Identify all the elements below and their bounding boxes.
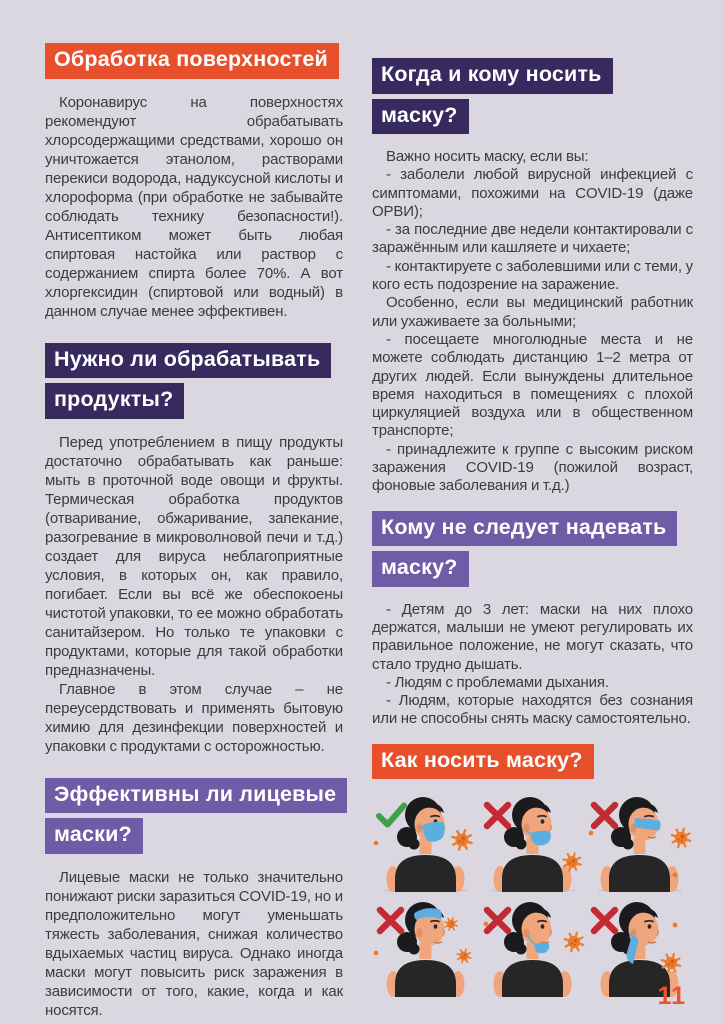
cross-icon xyxy=(594,910,615,931)
cross-icon xyxy=(487,805,508,826)
virus-icon xyxy=(457,949,470,962)
paragraph: - посещаете многолюдные места и не можете соблюдать дистанцию 1–2 метра от других людей. Если вынуждены длительное время находиться в помещениях с плохой циркуляцией воздуха или в общественном транспорте; xyxy=(372,330,693,440)
section-heading xyxy=(372,511,693,587)
mask-figure-cell xyxy=(479,793,586,892)
mask-usage-figure xyxy=(586,793,693,892)
virus-dot xyxy=(484,922,489,927)
section-heading xyxy=(45,778,343,854)
mask-figure-cell xyxy=(479,898,586,997)
heading-bar: Эффективны ли лицевые xyxy=(45,778,347,814)
heading-bar: Обработка поверхностей xyxy=(45,43,339,79)
virus-dot xyxy=(673,873,678,878)
virus-icon xyxy=(445,918,457,930)
paragraph: - Детям до 3 лет: маски на них плохо держатся, малыши не умеют регулировать их правильное положение, не могут сказать, что стало трудно дышать. xyxy=(372,600,693,673)
heading-bar: маски? xyxy=(45,818,143,854)
heading-bar: маску? xyxy=(372,551,469,587)
virus-icon xyxy=(565,933,583,951)
paragraph: Важно носить маску, если вы: xyxy=(386,148,589,165)
mask-figure-cell xyxy=(586,793,693,892)
mask-figure-cell xyxy=(372,793,479,892)
mask-usage-figure xyxy=(372,793,479,892)
section-when-to-wear xyxy=(372,58,693,496)
mask-usage-figure xyxy=(479,793,586,892)
left-column xyxy=(45,43,343,1020)
cross-icon xyxy=(594,805,615,826)
heading-bar: Как носить маску? xyxy=(372,744,594,780)
paragraph: Перед употреблением в пищу продукты достаточно обрабатывать как раньше: мыть в проточной воде овощи и фрукты. Термическая обработка продуктов (отваривание, обжаривание, запекание, разогревание в микроволновой печи и т.д.) создает для вируса неблагоприятные условия, в которых он, как правило, погибает. Если вы всё же обеспокоены чистотой упаковки, то ее можно обработать санитайзером. Но только те упаковки с продуктами, которые для такой обработки предназначены. xyxy=(45,433,343,679)
virus-dot xyxy=(673,923,678,928)
paragraph: Особенно, если вы медицинский работник или ухаживаете за больными; xyxy=(372,294,693,330)
section-heading xyxy=(45,43,343,79)
cross-icon xyxy=(380,910,401,931)
check-icon xyxy=(379,806,404,825)
paragraph: - Людям, которые находятся без сознания или не способны снять маску самостоятельно. xyxy=(372,692,693,728)
heading-bar: Нужно ли обрабатывать xyxy=(45,343,331,379)
heading-bar: маску? xyxy=(372,99,469,135)
cross-icon xyxy=(487,910,508,931)
section-heading xyxy=(45,343,343,419)
heading-bar: продукты? xyxy=(45,383,184,419)
virus-dot xyxy=(589,831,594,836)
section-masks-effective xyxy=(45,778,343,1020)
paragraph: Главное в этом случае – не переусердствовать и применять бытовую химию для дезинфекции поверхностей и упаковки с продуктами с осторожностью. xyxy=(45,680,343,755)
section-heading xyxy=(372,744,693,780)
mask-figure-cell xyxy=(372,898,479,997)
section-surface-treatment xyxy=(45,43,343,321)
page-number: 11 xyxy=(657,982,686,1010)
virus-dot xyxy=(374,841,379,846)
paragraph: - контактируете с заболевшими или с теми, у кого есть подозрение на заражение. xyxy=(372,257,693,294)
virus-icon xyxy=(672,829,690,847)
paragraph: - Людям с проблемами дыхания. xyxy=(386,673,609,691)
mask-usage-figure xyxy=(372,898,479,997)
paragraph: Коронавирус на поверхностях рекомендуют обрабатывать хлорсодержащими средствами, хорошо он уничтожается этанолом, растворами перекиси водорода, надуксусной кислоты и хлороформа (при обработке не забывайте соблюдать технику безопасности!). Антисептиком может быть любая спиртовая настойка или раствор с содержанием спирта более 70%. А вот хлоргексидин (спиртовой или водный) в данном случае менее эффективен. xyxy=(45,93,343,320)
paragraph: Лицевые маски не только значительно понижают риски заразиться COVID-19, но и предположительно могут уменьшать тяжесть заболевания, снижая количество вдыхаемых частиц вируса. Однако иногда маски могут повысить риск заражения в зависимости от того, какие, когда и как носятся. xyxy=(45,868,343,1019)
section-who-should-not-wear xyxy=(372,511,693,729)
virus-dot xyxy=(374,951,379,956)
paragraph: - за последние две недели контактировали с заражённым или кашляете и чихаете; xyxy=(372,221,693,257)
mask-figures-grid xyxy=(372,793,693,997)
section-treat-products xyxy=(45,343,343,756)
virus-icon xyxy=(452,831,471,850)
mask-usage-figure xyxy=(479,898,586,997)
section-how-to-wear xyxy=(372,744,693,998)
paragraph: - заболели любой вирусной инфекцией с симптомами, похожими на COVID-19 (даже ОРВИ); xyxy=(372,166,693,220)
heading-bar: Когда и кому носить xyxy=(372,58,613,94)
section-heading xyxy=(372,58,693,134)
right-column xyxy=(372,43,693,997)
heading-bar: Кому не следует надевать xyxy=(372,511,677,547)
paragraph: - принадлежите к группе с высоким риском заражения COVID-19 (пожилой возраст, фоновые заболевания и т.д.) xyxy=(372,440,693,495)
